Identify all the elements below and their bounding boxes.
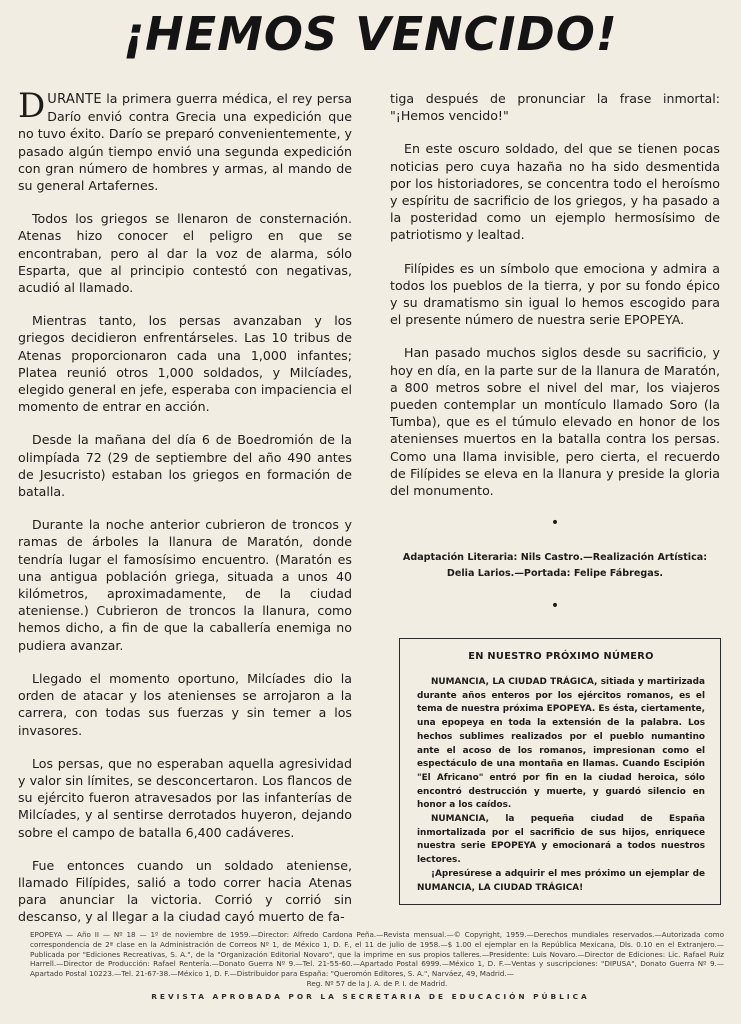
- imprint-text: EPOPEYA — Año II — Nº 18 — 1º de noviembre de 1959.—Director: Alfredo Cardona Peña.—Revista mensual.—© Copyright, 1959.—Derechos mundiales reservados.—Autorizada como correspondencia de 2ª clase en la Administración de Correos Nº 1, de México 1, D. F., el 11 de julio de 1958.—$ 1.00 el ejemplar en la República Mexicana, Dls. 0.10 en el Extranjero.—Publicada por "Ediciones Recreativas, S. A.", de la "Organización Editorial Novaro", que la imprime en sus propios talleres.—Presidente: Luis Novaro.—Director de Ediciones: Lic. Rafael Ruiz Harrell.—Director de Producción: Rafael Rentería.—Donato Guerra Nº 9.—Tel. 21-55-60.—Apartado Postal 6999.—México 1, D. F.—Ventas y suscripciones: "DIPUSA", Donato Guerra Nº 9.—Apartado Postal 10223.—Tel. 21-67-38.—México 1, D. F.—Distribuidor para España: "Queromón Editores, S. A.", Narváez, 49, Madrid.—: [30, 930, 724, 979]
- bullet-separator: •: [550, 515, 560, 532]
- next-issue-heading: EN NUESTRO PRÓXIMO NÚMERO: [468, 651, 654, 662]
- credits-line: Delia Larios.—Portada: Felipe Fábregas.: [446, 568, 664, 580]
- paragraph: Han pasado muchos siglos desde su sacrificio, y hoy en día, en la parte sur de la llanura de Maratón, a 800 metros sobre el nivel del mar, los viajeros pueden contemplar un montículo llamado Soro (la Tumba), que es el túmulo elevado en honor de los atenienses muertos en la batalla contra los persas. Como una llama invisible, pero cierta, el recuerdo de Filípides se eleva en la llanura y preside la gloria del monumento.: [390, 345, 720, 499]
- imprint-footer: [30, 930, 724, 989]
- paragraph: [18, 86, 352, 194]
- next-issue-box: [399, 638, 721, 905]
- right-column: [390, 90, 720, 634]
- approval-line: REVISTA APROBADA POR LA SECRETARIA DE EDUCACIÓN PÚBLICA: [151, 992, 590, 1001]
- paragraph: Fue entonces cuando un soldado ateniense, llamado Filípides, salió a todo correr hacia Atenas para anunciar la victoria. Corrió y corrió sin descanso, y al llegar a la ciudad cayó muerto de fa-: [18, 857, 352, 925]
- next-issue-paragraph: ¡Apresúrese a adquirir el mes próximo un ejemplar de NUMANCIA, LA CIUDAD TRÁGICA!: [417, 868, 705, 893]
- page-title: ¡HEMOS VENCIDO!: [123, 7, 618, 61]
- bullet-separator: •: [550, 598, 560, 615]
- paragraph: Filípides es un símbolo que emociona y admira a todos los pueblos de la tierra, y por su fondo épico y su dramatismo sin igual lo hemos escogido para el presente número de nuestra serie EPOPEYA.: [390, 260, 720, 328]
- left-column: [18, 86, 352, 942]
- next-issue-paragraph: NUMANCIA, LA CIUDAD TRÁGICA, sitiada y martirizada durante años enteros por los ejércitos romanos, es el tema de nuestra próxima EPOPEYA. Es ésta, ciertamente, una epopeya en toda la extensión de la palabra. Los hechos sublimes realizados por el pueblo numantino ante el acoso de los romanos, impresionan como el espectáculo de una montaña en llamas. Cuando Escipión "El Africano" entró por fin en la ciudad heroica, sólo encontró destrucción y muerte, y guardó silencio en honor a los caídos.: [417, 677, 705, 811]
- paragraph: Mientras tanto, los persas avanzaban y los griegos decidieron enfrentárseles. Las 10 tribus de Atenas proporcionaron cada una 1,000 infantes; Platea reunió otros 1,000 soldados, y Milcíades, elegido general en jefe, esperaba con impaciencia el momento de entrar en acción.: [18, 313, 352, 415]
- drop-cap: D: [18, 86, 46, 126]
- paragraph: Los persas, que no esperaban aquella agresividad y valor sin límites, se desconcertaron. Los flancos de su ejército fueron atravesados por las infanterías de Milcíades, y al sentirse derrotados huyeron, dejando sobre el campo de batalla 6,400 cadáveres.: [18, 755, 352, 840]
- paragraph: Durante la noche anterior cubrieron de troncos y ramas de árboles la llanura de Maratón, donde tendría lugar el famosísimo encuentro. (Maratón es una antigua población griega, situada a unos 40 kilómetros, aproximadamente, de la ciudad ateniense.) Cubrieron de troncos la llanura, como hemos dicho, a fin de que la caballería enemiga no pudiera avanzar.: [18, 517, 352, 653]
- paragraph: tiga después de pronunciar la frase inmortal: "¡Hemos vencido!": [390, 91, 720, 124]
- paragraph: En este oscuro soldado, del que se tienen pocas noticias pero cuya hazaña no ha sido desmentida por los historiadores, se concentra todo el heroísmo y espíritu de sacrificio de los griegos, y ha pasado a la posteridad como un ejemplo hermosísimo de patriotismo y lealtad.: [390, 141, 720, 243]
- paragraph: Llegado el momento oportuno, Milcíades dio la orden de atacar y los atenienses se arrojaron a la carrera, con todas sus fuerzas y sin temer a los invasores.: [18, 670, 352, 738]
- credits-line: Adaptación Literaria: Nils Castro.—Realización Artística:: [402, 552, 708, 564]
- paragraph-text: la primera guerra médica, el rey persa Darío envió contra Grecia una expedición que no tuvo éxito. Darío se preparó convenientemente, y pasado algún tiempo envió una segunda expedición con gran número de hombres y armas, al mando de su general Artafernes.: [18, 91, 352, 194]
- paragraph: Todos los griegos se llenaron de consternación. Atenas hizo conocer el peligro en que se encontraban, pero al dar la voz de alarma, sólo Esparta, que al principio contestó con negativas, acudió al llamado.: [18, 211, 352, 296]
- registration-text: Reg. Nº 57 de la J. A. de P. I. de Madrid.: [306, 978, 448, 988]
- first-word: URANTE: [47, 92, 102, 107]
- credits: [390, 550, 720, 582]
- next-issue-paragraph: NUMANCIA, la pequeña ciudad de España inmortalizada por el sacrificio de sus hijos, enriquece nuestra serie EPOPEYA y emocionará a todos nuestros lectores.: [417, 814, 705, 866]
- paragraph: Desde la mañana del día 6 de Boedromión de la olimpíada 72 (29 de septiembre del año 490 antes de Jesucristo) estaban los griegos en formación de batalla.: [18, 432, 352, 500]
